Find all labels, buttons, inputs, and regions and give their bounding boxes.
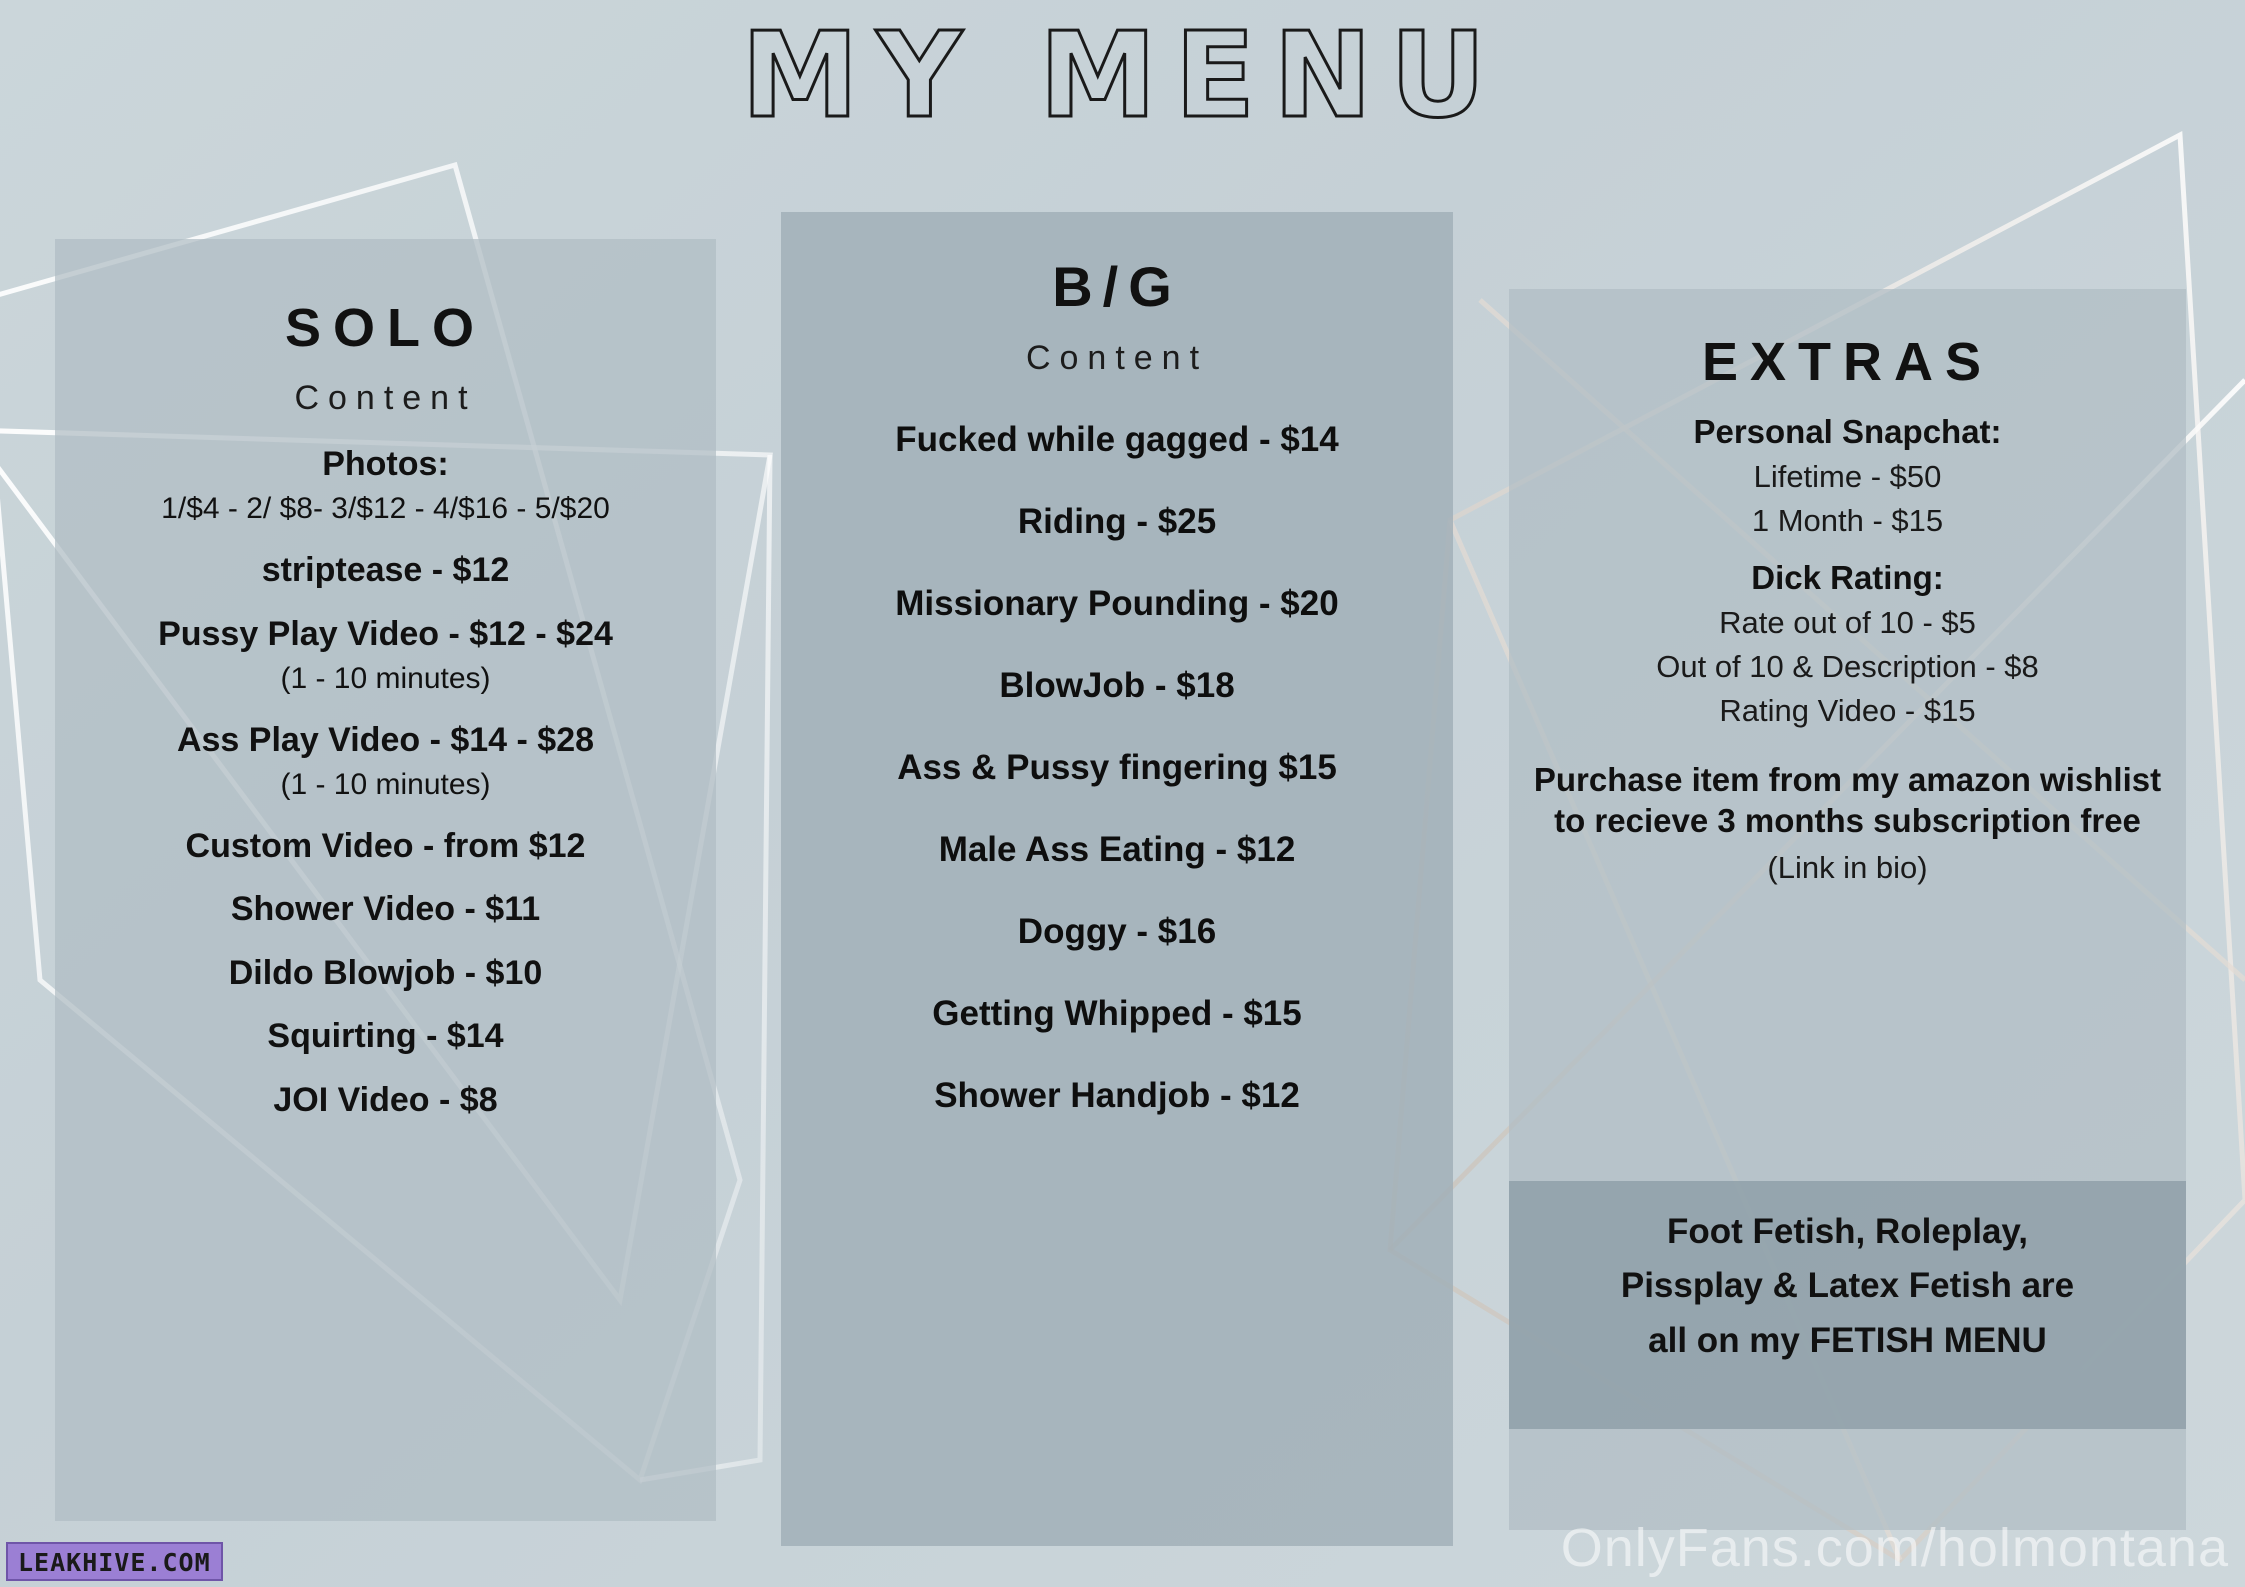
bg-items [781,420,1453,1116]
fetish-note-line: Foot Fetish, Roleplay, [1666,1212,2029,1251]
list-item: Male Ass Eating - $12 [938,830,1296,869]
list-item: JOI Video - $8 [273,1080,498,1119]
list-item: Shower Video - $11 [230,890,541,929]
list-item: Pussy Play Video - $12 - $24 [158,614,613,653]
list-item: Out of 10 & Description - $8 [1656,649,2039,684]
list-item: (1 - 10 minutes) [280,662,491,695]
page-title: MY MENU [741,6,1504,144]
promo-text: Purchase item from my amazon wishlist to recieve 3 months subscription free [1533,761,2162,840]
list-item: Personal Snapchat: [1693,413,2002,450]
list-item: Fucked while gagged - $14 [895,420,1339,459]
bg-column [781,212,1453,1546]
list-item: Getting Whipped - $15 [932,994,1302,1033]
solo-items [55,444,716,1121]
list-item: Dildo Blowjob - $10 [228,953,543,992]
list-item: Ass Play Video - $14 - $28 [176,720,595,759]
list-item: Lifetime - $50 [1753,459,1942,494]
watermark: OnlyFans.com/holmontana [1560,1518,2229,1578]
list-item: striptease - $12 [261,551,510,590]
fetish-note-line: Pissplay & Latex Fetish are [1620,1266,2075,1306]
extras-heading: EXTRAS [1701,332,1994,392]
list-item: 1 Month - $15 [1751,503,1944,538]
list-item: Doggy - $16 [1017,912,1217,951]
bg-heading: B/G [1052,255,1182,318]
fetish-menu-note [1509,1181,2186,1429]
list-item: (1 - 10 minutes) [280,768,491,802]
bg-subheading: Content [1025,339,1209,377]
site-badge: LEAKHIVE.COM [6,1542,223,1581]
list-item: Rating Video - $15 [1719,693,1976,728]
list-item: Photos: [322,445,449,483]
list-item: Riding - $25 [1017,502,1217,541]
list-item: Dick Rating: [1751,559,1944,596]
list-item: Ass & Pussy fingering $15 [897,748,1337,787]
list-item: Squirting - $14 [267,1017,504,1056]
list-item: Missionary Pounding - $20 [895,584,1339,623]
list-item: BlowJob - $18 [999,666,1235,705]
promo-note: (Link in bio) [1767,849,1928,885]
list-item: 1/$4 - 2/ $8- 3/$12 - 4/$16 - 5/$20 [161,492,610,526]
solo-heading: SOLO [284,298,486,358]
list-item: Shower Handjob - $12 [934,1076,1300,1115]
extras-items [1509,413,2186,886]
solo-column [55,239,716,1521]
solo-subheading: Content [294,379,477,417]
list-item: Custom Video - from $12 [185,826,586,865]
list-item: Rate out of 10 - $5 [1719,605,1976,640]
fetish-note-line: all on my FETISH MENU [1648,1320,2047,1360]
